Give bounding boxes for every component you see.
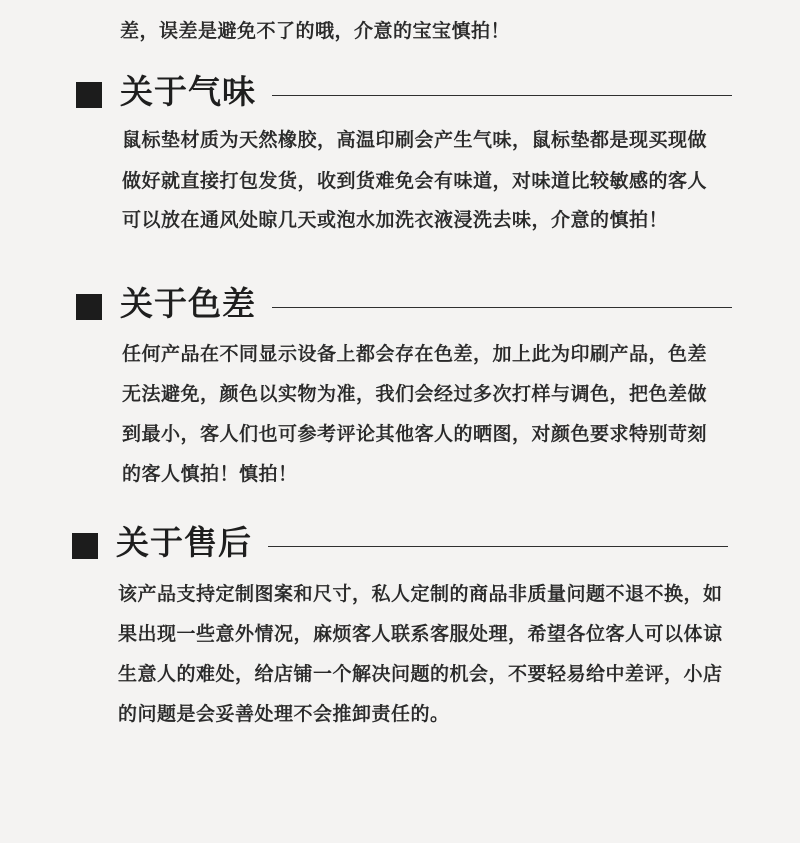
square-bullet-icon: [72, 533, 98, 559]
section-divider: [272, 307, 732, 308]
section-aftersale-line: 该产品支持定制图案和尺寸，私人定制的商品非质量问题不退不换，如: [118, 583, 723, 605]
section-color-header: [76, 282, 736, 332]
section-smell-line: 可以放在通风处晾几天或泡水加洗衣液浸洗去味，介意的慎拍！: [122, 209, 669, 231]
section-color-line: 无法避免，颜色以实物为准，我们会经过多次打样与调色，把色差做: [122, 383, 708, 405]
square-bullet-icon: [76, 294, 102, 320]
section-aftersale-line: 的问题是会妥善处理不会推卸责任的。: [118, 703, 450, 725]
section-color-line: 到最小，客人们也可参考评论其他客人的晒图，对颜色要求特别苛刻: [122, 423, 708, 445]
section-divider: [272, 95, 732, 96]
section-color-line: 的客人慎拍！慎拍！: [122, 463, 298, 485]
section-aftersale-line: 果出现一些意外情况，麻烦客人联系客服处理，希望各位客人可以体谅: [118, 623, 723, 645]
section-divider: [268, 546, 728, 547]
section-smell-line: 做好就直接打包发货，收到货难免会有味道，对味道比较敏感的客人: [122, 170, 708, 192]
section-aftersale-title: 关于售后: [116, 523, 252, 562]
section-smell-header: [76, 70, 736, 120]
section-aftersale-line: 生意人的难处，给店铺一个解决问题的机会，不要轻易给中差评，小店: [118, 663, 723, 685]
section-aftersale-header: [72, 521, 732, 571]
intro-text-line: 差，误差是避免不了的哦，介意的宝宝慎拍！: [120, 20, 511, 42]
section-smell-title: 关于气味: [120, 72, 256, 111]
section-smell-line: 鼠标垫材质为天然橡胶，高温印刷会产生气味，鼠标垫都是现买现做: [122, 129, 708, 151]
section-color-line: 任何产品在不同显示设备上都会存在色差，加上此为印刷产品，色差: [122, 343, 708, 365]
square-bullet-icon: [76, 82, 102, 108]
section-color-title: 关于色差: [120, 284, 256, 323]
